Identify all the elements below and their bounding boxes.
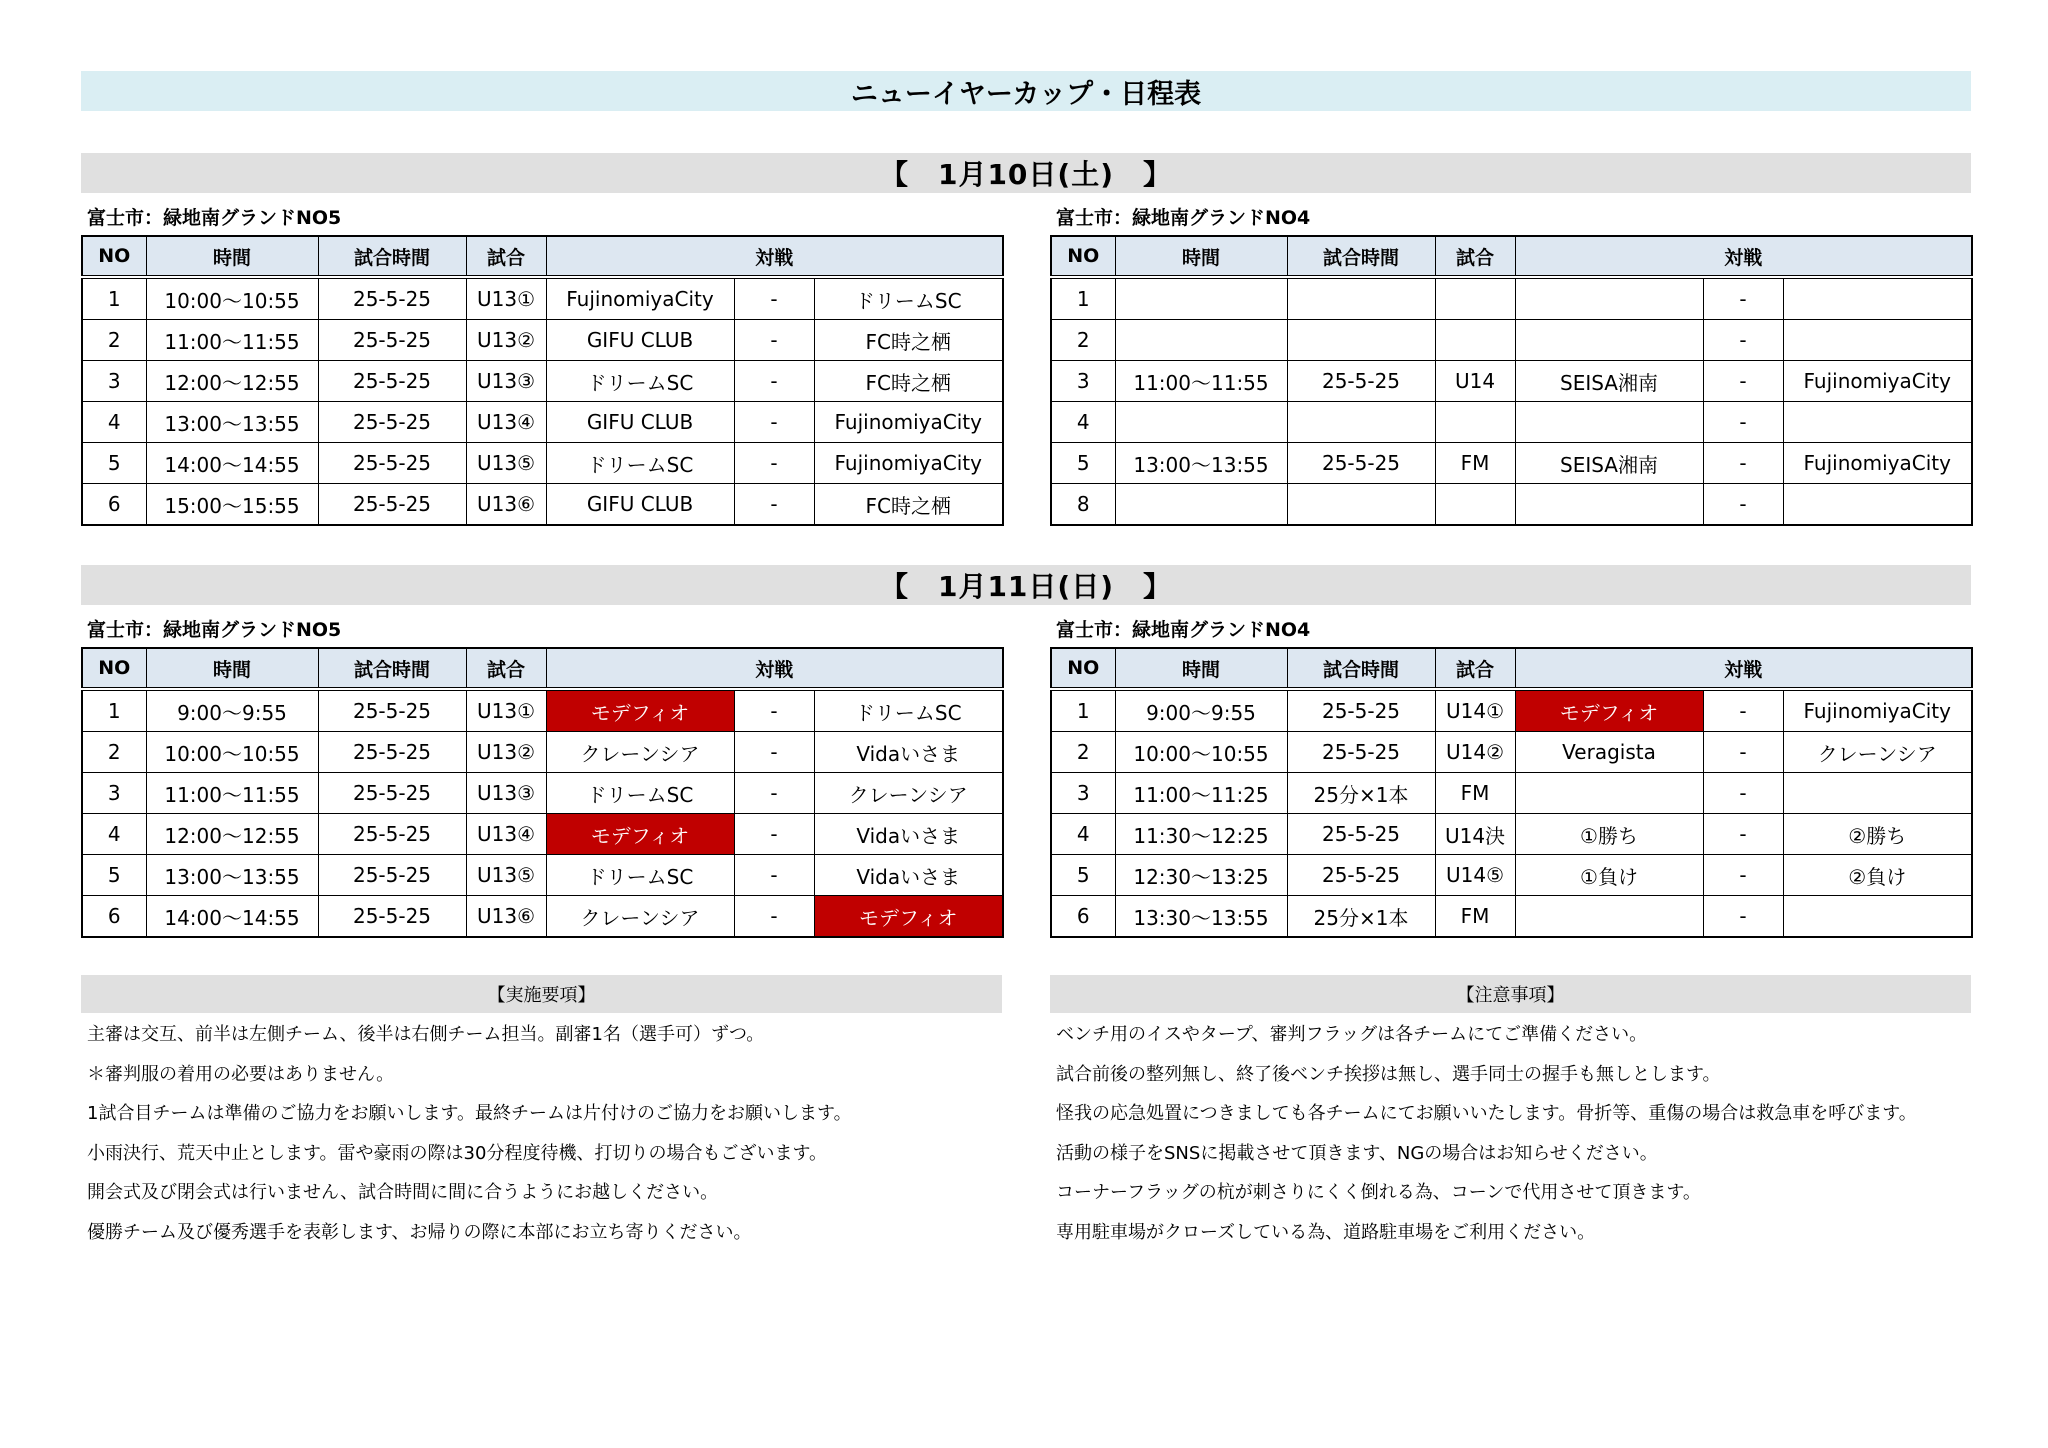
cell-duration [1287, 277, 1435, 320]
cell-match: U13③ [466, 773, 546, 814]
cell-duration: 25-5-25 [1287, 443, 1435, 484]
day-header-2: 【 1月11日(日) 】 [81, 565, 1971, 605]
cell-duration: 25-5-25 [318, 484, 466, 526]
cell-no: 1 [1051, 689, 1115, 732]
cell-time: 13:30～13:55 [1115, 896, 1287, 938]
header-no: NO [82, 236, 146, 277]
cell-away [1783, 277, 1972, 320]
cell-time: 11:00～11:55 [146, 773, 318, 814]
cell-match: U13⑤ [466, 443, 546, 484]
notes-item: 活動の様子をSNSに掲載させて頂きます、NGの場合はお知らせください。 [1056, 1142, 1658, 1164]
cell-no: 5 [82, 855, 146, 896]
cell-away: FC時之栖 [814, 484, 1003, 526]
cell-away: Vidaいさま [814, 732, 1003, 773]
cell-duration: 25-5-25 [318, 402, 466, 443]
cell-no: 1 [82, 277, 146, 320]
cell-sep: - [734, 855, 814, 896]
cell-sep: - [734, 484, 814, 526]
table-row [82, 277, 1003, 320]
cell-home: ドリームSC [546, 361, 734, 402]
cell-no: 5 [1051, 855, 1115, 896]
cell-no: 1 [82, 689, 146, 732]
header-no: NO [82, 648, 146, 689]
cell-home: ドリームSC [546, 855, 734, 896]
cell-sep: - [1703, 320, 1783, 361]
cell-duration: 25-5-25 [1287, 855, 1435, 896]
cell-sep: - [1703, 277, 1783, 320]
header-match: 試合 [1435, 236, 1515, 277]
cell-sep: - [1703, 402, 1783, 443]
cell-duration: 25-5-25 [318, 320, 466, 361]
implementation-item: 主審は交互、前半は左側チーム、後半は右側チーム担当。副審1名（選手可）ずつ。 [87, 1024, 765, 1045]
notes-item: コーナーフラッグの杭が刺さりにくく倒れる為、コーンで代用させて頂きます。 [1056, 1182, 1701, 1204]
cell-duration: 25-5-25 [318, 689, 466, 732]
cell-match: U13⑥ [466, 484, 546, 526]
cell-sep: - [734, 361, 814, 402]
cell-time: 9:00～9:55 [146, 689, 318, 732]
header-no: NO [1051, 236, 1115, 277]
cell-sep: - [1703, 814, 1783, 855]
cell-duration: 25-5-25 [1287, 361, 1435, 402]
header-duration: 試合時間 [318, 648, 466, 689]
cell-sep: - [1703, 855, 1783, 896]
cell-sep: - [1703, 896, 1783, 938]
cell-away: Vidaいさま [814, 814, 1003, 855]
table-row [1051, 814, 1972, 855]
cell-time: 12:00～12:55 [146, 361, 318, 402]
cell-duration: 25-5-25 [1287, 732, 1435, 773]
cell-away: ②勝ち [1783, 814, 1972, 855]
cell-time: 13:00～13:55 [146, 855, 318, 896]
cell-home: GIFU CLUB [546, 402, 734, 443]
cell-duration: 25-5-25 [318, 443, 466, 484]
cell-time: 10:00～10:55 [1115, 732, 1287, 773]
implementation-item: 優勝チーム及び優秀選手を表彰します、お帰りの際に本部にお立ち寄りください。 [87, 1221, 752, 1243]
cell-match: U13④ [466, 814, 546, 855]
table-row [82, 361, 1003, 402]
notes-list [1056, 1015, 1977, 1253]
cell-no: 3 [82, 361, 146, 402]
cell-no: 6 [82, 484, 146, 526]
cell-away [1783, 402, 1972, 443]
header-time: 時間 [1115, 648, 1287, 689]
table-row [82, 402, 1003, 443]
cell-no: 4 [82, 402, 146, 443]
cell-home [1515, 277, 1703, 320]
cell-home: モデフィオ [546, 814, 734, 855]
cell-match: U13⑥ [466, 896, 546, 938]
cell-no: 4 [1051, 814, 1115, 855]
implementation-list [87, 1015, 1008, 1253]
cell-time: 11:00～11:25 [1115, 773, 1287, 814]
table-row [82, 732, 1003, 773]
cell-duration [1287, 320, 1435, 361]
cell-no: 4 [82, 814, 146, 855]
table-row [82, 855, 1003, 896]
cell-match: U14 [1435, 361, 1515, 402]
cell-away: モデフィオ [814, 896, 1003, 938]
notes-item: 怪我の応急処置につきましても各チームにてお願いいたします。骨折等、重傷の場合は救急車を呼びます。 [1056, 1103, 1917, 1125]
header-time: 時間 [146, 648, 318, 689]
header-versus: 対戦 [546, 648, 1003, 689]
cell-sep: - [1703, 484, 1783, 526]
cell-time: 10:00～10:55 [146, 277, 318, 320]
cell-no: 2 [82, 732, 146, 773]
cell-home: GIFU CLUB [546, 320, 734, 361]
cell-no: 3 [82, 773, 146, 814]
cell-home: Veragista [1515, 732, 1703, 773]
cell-away: ②負け [1783, 855, 1972, 896]
venue-label-day1-right: 富士市：緑地南グランドNO4 [1056, 207, 1311, 229]
cell-match [1435, 277, 1515, 320]
cell-home: ドリームSC [546, 443, 734, 484]
cell-time [1115, 402, 1287, 443]
cell-away: FujinomiyaCity [1783, 689, 1972, 732]
schedule-table [81, 647, 1004, 938]
cell-no: 5 [1051, 443, 1115, 484]
implementation-item: 小雨決行、荒天中止とします。雷や豪雨の際は30分程度待機、打切りの場合もございます。 [87, 1142, 828, 1164]
cell-duration: 25-5-25 [318, 896, 466, 938]
cell-match: FM [1435, 896, 1515, 938]
table-row [82, 896, 1003, 938]
cell-sep: - [734, 277, 814, 320]
cell-duration: 25-5-25 [1287, 814, 1435, 855]
cell-match: U14② [1435, 732, 1515, 773]
cell-duration: 25-5-25 [318, 361, 466, 402]
header-duration: 試合時間 [1287, 236, 1435, 277]
cell-away: FC時之栖 [814, 361, 1003, 402]
cell-home: モデフィオ [546, 689, 734, 732]
cell-sep: - [734, 402, 814, 443]
cell-time: 11:00～11:55 [1115, 361, 1287, 402]
cell-no: 2 [1051, 320, 1115, 361]
cell-time: 9:00～9:55 [1115, 689, 1287, 732]
cell-away: ドリームSC [814, 689, 1003, 732]
cell-match: FM [1435, 443, 1515, 484]
cell-time: 10:00～10:55 [146, 732, 318, 773]
cell-home: SEISA湘南 [1515, 361, 1703, 402]
table-row [1051, 773, 1972, 814]
cell-home: クレーンシア [546, 732, 734, 773]
cell-away [1783, 320, 1972, 361]
table-row [82, 689, 1003, 732]
table-row [1051, 689, 1972, 732]
cell-duration: 25分×1本 [1287, 773, 1435, 814]
schedule-table [81, 235, 1004, 526]
cell-away: FujinomiyaCity [1783, 443, 1972, 484]
cell-home: ①勝ち [1515, 814, 1703, 855]
cell-match: U14決 [1435, 814, 1515, 855]
table-row [1051, 320, 1972, 361]
day-header-1: 【 1月10日(土) 】 [81, 153, 1971, 193]
cell-sep: - [1703, 689, 1783, 732]
cell-away: FujinomiyaCity [814, 402, 1003, 443]
venue-label-day2-left: 富士市：緑地南グランドNO5 [87, 619, 342, 641]
cell-home [1515, 402, 1703, 443]
cell-no: 1 [1051, 277, 1115, 320]
cell-time [1115, 320, 1287, 361]
cell-sep: - [734, 896, 814, 938]
cell-match [1435, 484, 1515, 526]
cell-time: 14:00～14:55 [146, 443, 318, 484]
schedule-table [1050, 647, 1973, 938]
cell-duration: 25-5-25 [1287, 689, 1435, 732]
cell-time: 15:00～15:55 [146, 484, 318, 526]
cell-away: クレーンシア [814, 773, 1003, 814]
cell-sep: - [1703, 361, 1783, 402]
cell-match: U13③ [466, 361, 546, 402]
venue-label-day2-right: 富士市：緑地南グランドNO4 [1056, 619, 1311, 641]
cell-away: Vidaいさま [814, 855, 1003, 896]
cell-home: GIFU CLUB [546, 484, 734, 526]
cell-no: 5 [82, 443, 146, 484]
cell-time: 13:00～13:55 [1115, 443, 1287, 484]
cell-time: 11:30～12:25 [1115, 814, 1287, 855]
table-row [1051, 896, 1972, 938]
cell-away: FujinomiyaCity [814, 443, 1003, 484]
cell-home: モデフィオ [1515, 689, 1703, 732]
cell-away: ドリームSC [814, 277, 1003, 320]
cell-home: ①負け [1515, 855, 1703, 896]
cell-home: SEISA湘南 [1515, 443, 1703, 484]
table-row [1051, 732, 1972, 773]
cell-match: U14① [1435, 689, 1515, 732]
notes-heading: 【注意事項】 [1050, 975, 1971, 1013]
page-title: ニューイヤーカップ・日程表 [81, 71, 1971, 111]
cell-away [1783, 773, 1972, 814]
cell-duration: 25-5-25 [318, 814, 466, 855]
cell-away: FC時之栖 [814, 320, 1003, 361]
table-row [1051, 361, 1972, 402]
cell-duration: 25-5-25 [318, 732, 466, 773]
implementation-item: 開会式及び閉会式は行いません、試合時間に間に合うようにお越しください。 [87, 1182, 719, 1204]
cell-sep: - [734, 443, 814, 484]
cell-no: 2 [1051, 732, 1115, 773]
table-row [82, 443, 1003, 484]
table-row [82, 773, 1003, 814]
cell-duration: 25-5-25 [318, 277, 466, 320]
table-row [82, 320, 1003, 361]
cell-time: 12:00～12:55 [146, 814, 318, 855]
table-row [1051, 855, 1972, 896]
cell-home: FujinomiyaCity [546, 277, 734, 320]
cell-sep: - [734, 814, 814, 855]
table-row [1051, 443, 1972, 484]
cell-sep: - [1703, 773, 1783, 814]
table-row [82, 484, 1003, 526]
cell-match: FM [1435, 773, 1515, 814]
cell-home [1515, 896, 1703, 938]
cell-match: U13① [466, 277, 546, 320]
cell-no: 3 [1051, 773, 1115, 814]
cell-no: 2 [82, 320, 146, 361]
header-match: 試合 [466, 236, 546, 277]
header-versus: 対戦 [1515, 236, 1972, 277]
schedule-table [1050, 235, 1973, 526]
cell-match [1435, 402, 1515, 443]
cell-sep: - [734, 320, 814, 361]
cell-duration: 25-5-25 [318, 773, 466, 814]
cell-time: 13:00～13:55 [146, 402, 318, 443]
cell-time: 11:00～11:55 [146, 320, 318, 361]
cell-match: U13① [466, 689, 546, 732]
cell-no: 3 [1051, 361, 1115, 402]
cell-no: 8 [1051, 484, 1115, 526]
cell-away: クレーンシア [1783, 732, 1972, 773]
cell-time [1115, 484, 1287, 526]
cell-home [1515, 320, 1703, 361]
cell-away [1783, 896, 1972, 938]
cell-sep: - [734, 732, 814, 773]
implementation-heading: 【実施要項】 [81, 975, 1002, 1013]
cell-duration: 25分×1本 [1287, 896, 1435, 938]
notes-item: 試合前後の整列無し、終了後ベンチ挨拶は無し、選手同士の握手も無しとします。 [1056, 1063, 1721, 1085]
cell-match: U13⑤ [466, 855, 546, 896]
cell-home [1515, 773, 1703, 814]
notes-item: ベンチ用のイスやタープ、審判フラッグは各チームにてご準備ください。 [1056, 1024, 1648, 1045]
cell-sep: - [734, 773, 814, 814]
implementation-item: ＊審判服の着用の必要はありません。 [87, 1063, 395, 1085]
cell-match: U14⑤ [1435, 855, 1515, 896]
cell-duration [1287, 402, 1435, 443]
header-versus: 対戦 [546, 236, 1003, 277]
table-row [1051, 484, 1972, 526]
cell-time [1115, 277, 1287, 320]
cell-match: U13② [466, 320, 546, 361]
header-match: 試合 [466, 648, 546, 689]
cell-home: ドリームSC [546, 773, 734, 814]
header-no: NO [1051, 648, 1115, 689]
cell-duration [1287, 484, 1435, 526]
cell-sep: - [734, 689, 814, 732]
header-duration: 試合時間 [1287, 648, 1435, 689]
cell-no: 6 [82, 896, 146, 938]
cell-away: FujinomiyaCity [1783, 361, 1972, 402]
implementation-item: 1試合目チームは準備のご協力をお願いします。最終チームは片付けのご協力をお願いします。 [87, 1103, 852, 1125]
cell-no: 4 [1051, 402, 1115, 443]
cell-match: U13② [466, 732, 546, 773]
cell-sep: - [1703, 732, 1783, 773]
cell-match [1435, 320, 1515, 361]
header-time: 時間 [146, 236, 318, 277]
table-row [1051, 402, 1972, 443]
cell-home: クレーンシア [546, 896, 734, 938]
notes-item: 専用駐車場がクローズしている為、道路駐車場をご利用ください。 [1056, 1221, 1596, 1243]
cell-time: 12:30～13:25 [1115, 855, 1287, 896]
cell-home [1515, 484, 1703, 526]
cell-time: 14:00～14:55 [146, 896, 318, 938]
venue-label-day1-left: 富士市：緑地南グランドNO5 [87, 207, 342, 229]
cell-sep: - [1703, 443, 1783, 484]
header-time: 時間 [1115, 236, 1287, 277]
cell-match: U13④ [466, 402, 546, 443]
cell-duration: 25-5-25 [318, 855, 466, 896]
header-duration: 試合時間 [318, 236, 466, 277]
cell-no: 6 [1051, 896, 1115, 938]
cell-away [1783, 484, 1972, 526]
header-versus: 対戦 [1515, 648, 1972, 689]
table-row [1051, 277, 1972, 320]
header-match: 試合 [1435, 648, 1515, 689]
table-row [82, 814, 1003, 855]
